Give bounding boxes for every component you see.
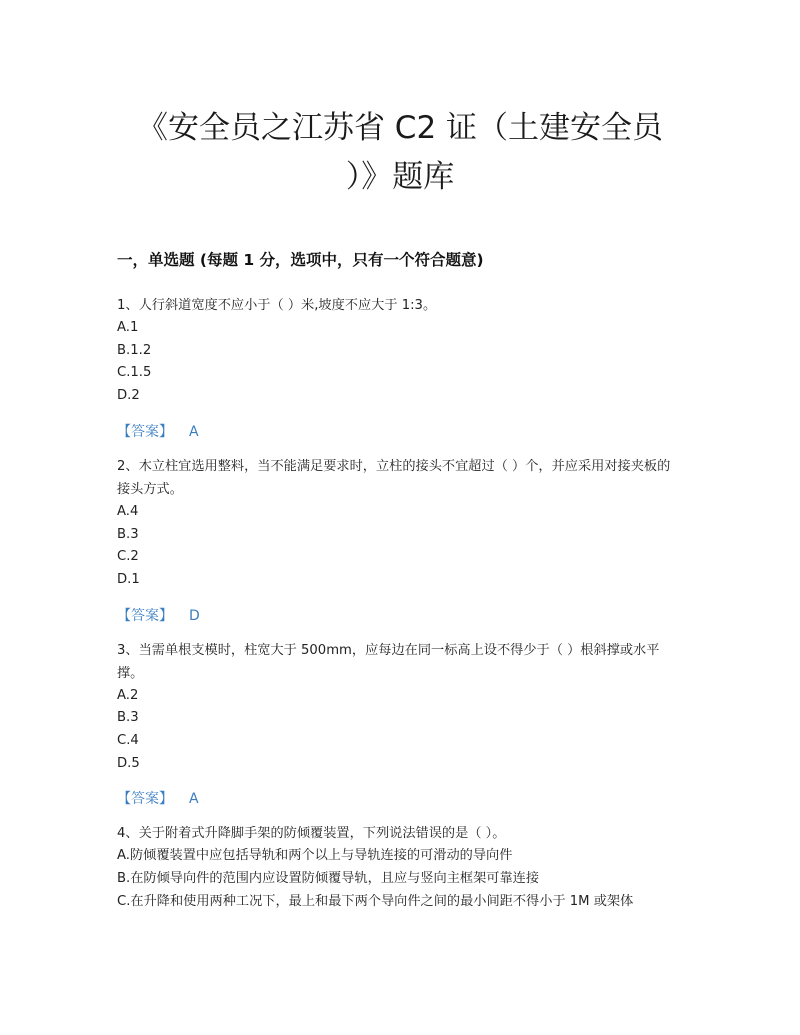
option-d: D.1 [117, 571, 140, 587]
question-3 [117, 639, 683, 809]
option-a: A.1 [117, 320, 139, 335]
section-heading: 一，单选题 (每题 1 分，选项中，只有一个符合题意) [117, 251, 484, 269]
question-text: 3、当需单根支模时，柱宽大于 500mm，应每边在同一标高上设不得少于（ ）根斜撑或水平撑。 [117, 642, 660, 681]
question-1 [117, 294, 683, 441]
option-c: C.在升降和使用两种工况下，最上和最下两个导向件之间的最小间距不得小于 1M 或架体 [117, 893, 634, 909]
option-c: C.1.5 [117, 365, 152, 381]
answer-label: 【答案】 [117, 423, 173, 440]
document-title-line-2: ）》题库 [345, 159, 455, 195]
document-title-line-1: 《安全员之江苏省 C2 证（土建安全员 [136, 110, 664, 146]
option-c: C.2 [117, 549, 139, 565]
spacer [117, 441, 683, 455]
question-text: 1、人行斜道宽度不应小于（ ）米,坡度不应大于 1:3。 [117, 298, 437, 313]
answer-line [117, 790, 683, 808]
option-b: B.3 [117, 710, 139, 726]
answer-value: D [189, 607, 200, 624]
option-d: D.2 [117, 388, 140, 404]
answer-value: A [189, 791, 199, 808]
question-text: 2、木立柱宜选用整料，当不能满足要求时，立柱的接头不宜超过（ ）个，并应采用对接夹板的接头方式。 [117, 458, 671, 497]
question-2 [117, 455, 683, 625]
answer-value: A [189, 423, 199, 440]
option-b: B.1.2 [117, 342, 152, 358]
option-a: A.防倾覆装置中应包括导轨和两个以上与导轨连接的可滑动的导向件 [117, 848, 513, 864]
answer-line [117, 423, 683, 441]
document-title [100, 104, 700, 202]
option-c: C.4 [117, 733, 139, 749]
answer-line [117, 607, 683, 625]
option-a: A.4 [117, 503, 139, 519]
option-d: D.5 [117, 755, 140, 771]
option-b: B.3 [117, 526, 139, 542]
question-list [117, 294, 683, 914]
spacer [117, 625, 683, 639]
answer-label: 【答案】 [117, 791, 173, 808]
option-b: B.在防倾导向件的范围内应设置防倾覆导轨，且应与竖向主框架可靠连接 [117, 871, 540, 887]
question-4 [117, 822, 683, 913]
option-a: A.2 [117, 687, 139, 703]
question-text: 4、关于附着式升降脚手架的防倾覆装置，下列说法错误的是（ ）。 [117, 826, 506, 842]
spacer [117, 808, 683, 822]
answer-label: 【答案】 [117, 607, 173, 624]
